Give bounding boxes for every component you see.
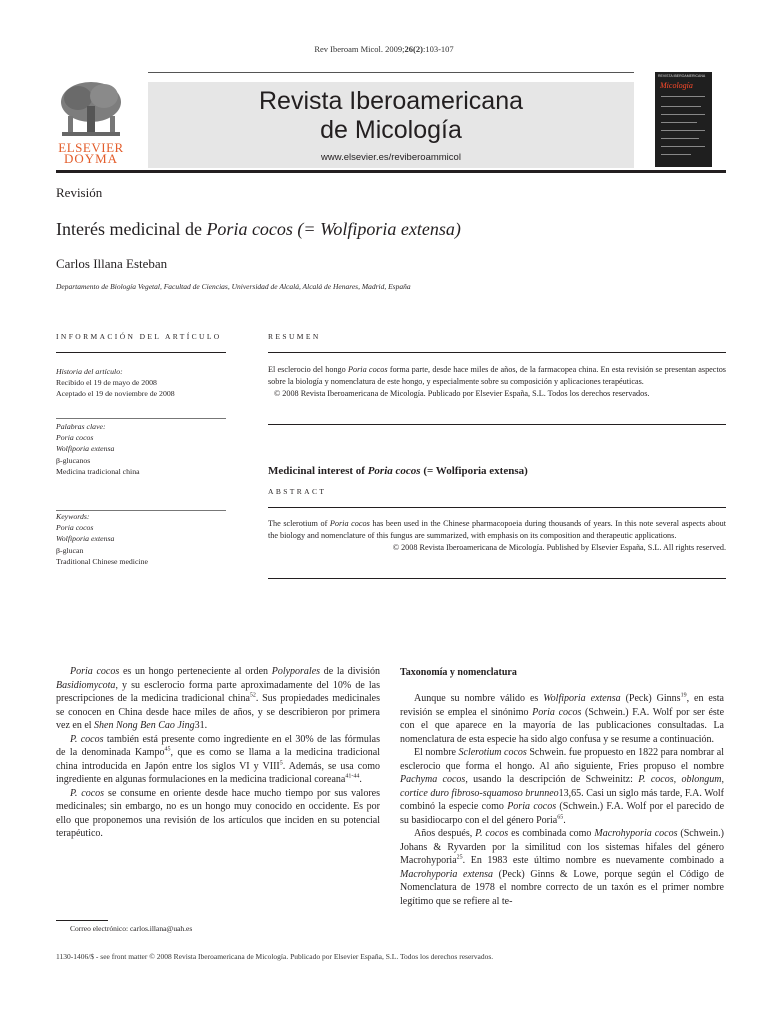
palabra-item: Medicina tradicional china [56,466,140,476]
cover-rule [661,114,705,115]
cover-rule [661,130,705,131]
body-column-right [400,692,724,908]
accepted-date: Aceptado el 19 de noviembre de 2008 [56,389,175,399]
article-author: Carlos Illana Esteban [56,256,168,271]
resumen-heading: RESUMEN [268,332,321,341]
body-column-left [56,665,380,841]
journal-url[interactable]: www.elsevier.es/reviberoammicol [321,152,461,163]
cover-rule [661,138,699,139]
palabras-label: Palabras clave: [56,422,106,431]
journal-title-line-2: de Micología [320,116,462,144]
author-affiliation: Departamento de Biología Vegetal, Facultad de Ciencias, Universidad de Alcalá, Alcalá de Henares, Madrid, España [56,282,411,291]
abstract-bottom-rule [268,578,726,579]
article-info-divider [56,418,226,419]
abstract-text: The sclerotium of Poria cocos has been used in the Chinese pharmacopoeia during thousands of years. In this note several aspects about the biology and nomenclature of this fungus are summarized, with emphasis on its composition and therapeutic applications. [268,519,726,541]
cover-rule [661,146,705,147]
keywords-label: Keywords: [56,512,90,521]
article-section-type: Revisión [56,185,103,200]
cover-title: Micología [660,81,693,90]
cover-rule [661,154,691,155]
keyword-item: Traditional Chinese medicine [56,556,148,566]
keyword-item: β-glucan [56,545,84,555]
correspondence-footnote: Correo electrónico: carlos.illana@uah.es [70,924,193,933]
abstract-title: Medicinal interest of Poria cocos (= Wolfiporia extensa) [268,465,528,477]
abstract-copyright: © 2008 Revista Iberoamericana de Micología. Published by Elsevier España, S.L. All rights reserved. [392,543,726,553]
journal-title-line-1: Revista Iberoamericana [258,87,523,115]
keyword-item: Wolfiporia extensa [56,534,115,544]
received-date: Recibido el 19 de mayo de 2008 [56,378,157,388]
keywords [56,511,231,567]
abstract-heading: ABSTRACT [268,487,327,496]
palabra-item: β-glucanos [56,455,91,465]
cover-rule [661,106,701,107]
article-info-heading: INFORMACIÓN DEL ARTÍCULO [56,332,222,341]
body-paragraph: Poria cocos es un hongo perteneciente al orden Polyporales de la división Basidiomycota, y su esclerocio forma parte aproximadamente del 10% de las prescripciones de la medicina tradicional china$^{52}$. Sus propiedades medicinales se conocen en China desde hace miles de años, y se describieron por primera vez en el Shen Nong Ben Cao Jing31. [56,666,381,731]
cover-top-label: REVISTA IBEROAMERICANA [658,74,706,78]
header-top-rule [148,72,634,73]
footnote-rule [56,920,108,921]
article-history [56,366,231,400]
article-title: Interés medicinal de Poria cocos (= Wolfiporia extensa) [56,219,461,239]
body-paragraph: El nombre Sclerotium cocos Schwein. fue propuesto en 1822 para nombrar al esclerocio que forma el hongo. Al año siguiente, Fries propuso el nombre Pachyma cocos, usando la descripción de Schweinitz: P. cocos, oblongum, cortice duro fibroso-squamoso brunneo13,65. Casi un siglo más tarde, F.A. Wolf combinó la especie como Poria cocos (Schwein.) F.A. Wolf por el parecido de su basidiocarpo con el del género Poria$^{65}$. [400,747,725,826]
palabra-item: Wolfiporia extensa [56,444,115,454]
section-heading: Taxonomía y nomenclatura [400,667,517,678]
palabras-clave [56,421,231,477]
journal-cover-thumbnail [655,72,712,167]
abstract-body [268,518,726,555]
body-paragraph: P. cocos se consume en oriente desde hace mucho tiempo por sus valores medicinales; sin embargo, no es un hongo muy conocido en occidente. Es por ello que proponemos una revisión de los artículos que inciden en su potencial terapéutico. [56,787,380,839]
cover-rule [661,122,697,123]
publisher-name: ELSEVIER [58,140,124,155]
page-footer: 1130-1406/$ - see front matter © 2008 Revista Iberoamericana de Micología. Publicado por Elsevier España, S.L. Todos los derechos reservados. [56,952,494,961]
palabra-item: Poria cocos [56,433,94,443]
article-info-rule [56,352,226,353]
header-thick-rule [56,170,726,173]
cover-rule [661,96,705,97]
body-paragraph: P. cocos también está presente como ingrediente en el 30% de las fórmulas de la denominada Kampo$^{45}$, que es como se llama a la medicina tradicional china introducida en Japón entre los siglos VI y VIII$^5$. Además, se usa como ingrediente en algunas formulaciones en la medicina tradicional coreana$^{41-44}$. [56,733,380,785]
body-paragraph: Aunque su nombre válido es Wolfiporia extensa (Peck) Ginns$^{19}$, en esta revisión se emplea el sinónimo Poria cocos (Schwein.) F.A. Wolf por ser éste con el que aparece en la mayoría de las publicaciones consultadas. La nomenclatura de esta especie ha sido algo confusa y se resume a continuación. [400,692,725,745]
keyword-item: Poria cocos [56,523,94,533]
journal-citation: Rev Iberoam Micol. 2009;26(2):103-107 [314,44,454,54]
history-label: Historia del artículo: [56,367,123,376]
resumen-text: El esclerocio del hongo Poria cocos forma parte, desde hace miles de años, de la farmacopea china. En esta revisión se presentan aspectos sobre la biología y nomenclatura de este hongo, y especialmente sobre su composición y aplicaciones terapéuticas. [268,365,726,387]
resumen-copyright: © 2008 Revista Iberoamericana de Micología. Publicado por Elsevier España, S.L. Todos los derechos reservados. [274,389,650,399]
resumen-body [268,364,726,401]
abstract-rule [268,507,726,508]
publisher-name-2: DOYMA [63,151,119,166]
resumen-bottom-rule [268,424,726,425]
resumen-rule [268,352,726,353]
body-paragraph: Años después, P. cocos es combinada como Macrohyporia cocos (Schwein.) Johans & Ryvarden por la similitud con los sistemas hifales del género Macrohyporia$^{25}$. En 1983 este último nombre es nuevamente combinado a Macrohyporia extensa (Peck) Ginns & Lowe, porque según el Código de Nomenclatura de 1978 el nombre correcto de un taxón es el primer nombre legítimo que se refiere al te- [400,828,725,907]
